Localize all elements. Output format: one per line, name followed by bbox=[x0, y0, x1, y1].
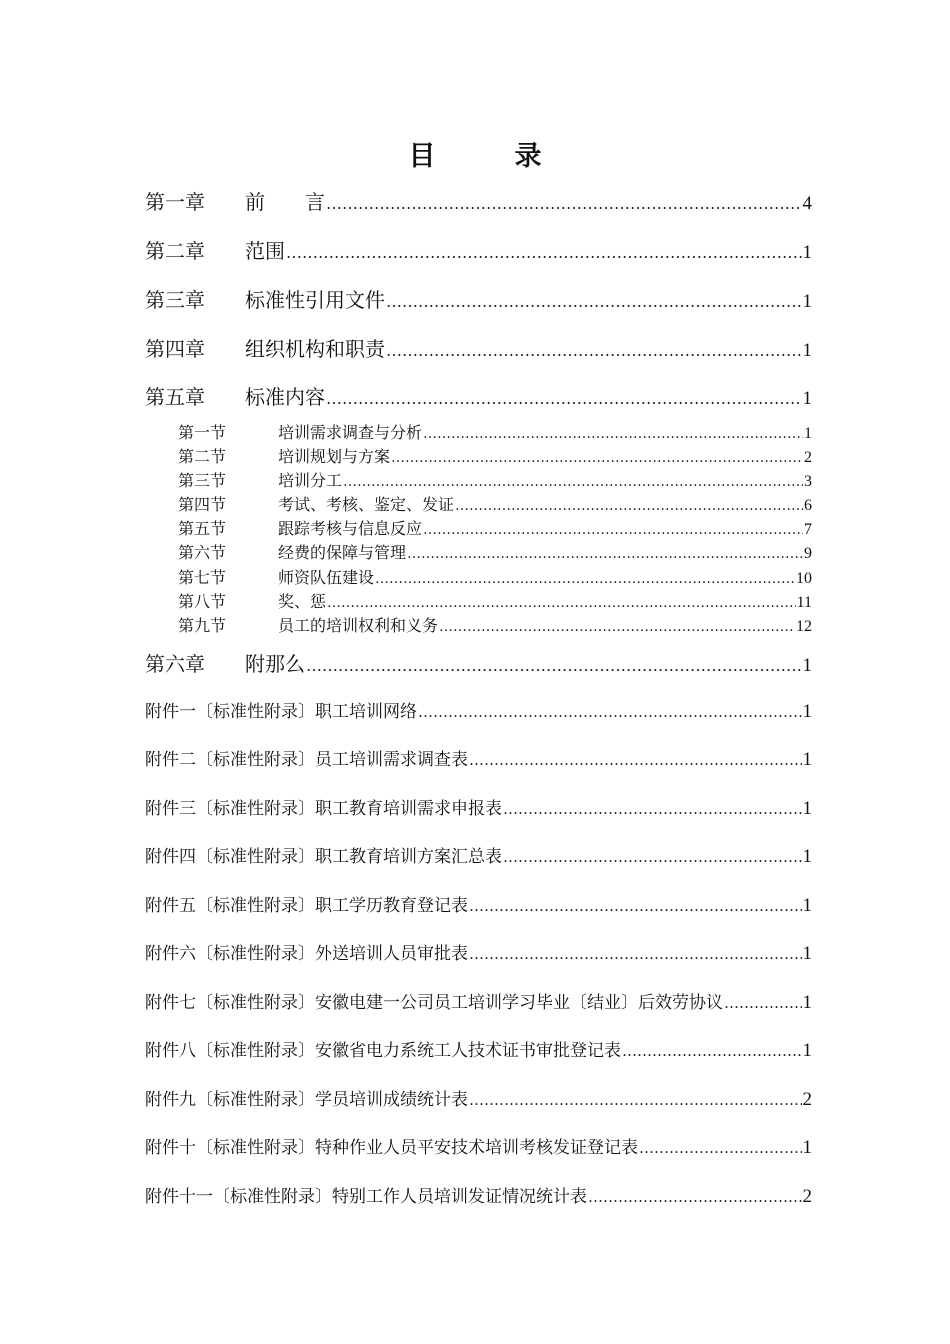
toc-chapter-3[interactable] bbox=[145, 284, 812, 314]
section-label: 第四节 bbox=[178, 495, 227, 514]
chapter-label: 第六章 bbox=[145, 652, 205, 676]
toc-appendix-7[interactable] bbox=[145, 988, 812, 1016]
appendix-title: 附件九〔标准性附录〕学员培训成绩统计表 bbox=[145, 1090, 468, 1110]
page-number: 3 bbox=[804, 473, 812, 490]
toc-chapter-6[interactable] bbox=[145, 648, 812, 678]
chapter-label: 第一章 bbox=[145, 190, 205, 214]
section-label: 第二节 bbox=[178, 447, 227, 466]
dot-leader bbox=[469, 1091, 802, 1109]
page-number: 4 bbox=[802, 193, 812, 214]
toc-appendix-10[interactable] bbox=[145, 1133, 812, 1161]
dot-leader bbox=[503, 800, 802, 818]
section-title: 经费的保障与管理 bbox=[278, 543, 407, 562]
page-number: 1 bbox=[802, 846, 812, 867]
chapter-label: 第四章 bbox=[145, 337, 205, 361]
section-label: 第一节 bbox=[178, 423, 227, 442]
toc-appendix-1[interactable] bbox=[145, 697, 812, 725]
chapter-title: 标准性引用文件 bbox=[245, 288, 385, 312]
section-title: 培训规划与方案 bbox=[278, 447, 391, 466]
toc-chapter-2[interactable] bbox=[145, 235, 812, 265]
dot-leader bbox=[407, 546, 803, 562]
page-number: 1 bbox=[802, 388, 812, 409]
appendix-title: 附件七〔标准性附录〕安徽电建一公司员工培训学习毕业〔结业〕后效劳协议 bbox=[145, 993, 723, 1013]
page-number: 2 bbox=[802, 1186, 812, 1207]
page-number: 1 bbox=[802, 701, 812, 722]
dot-leader bbox=[724, 994, 802, 1012]
toc-appendix-9[interactable] bbox=[145, 1085, 812, 1113]
chapter-title: 前 言 bbox=[245, 190, 325, 214]
page-number: 1 bbox=[802, 992, 812, 1013]
toc-section-4[interactable] bbox=[178, 492, 812, 516]
toc-appendix-3[interactable] bbox=[145, 794, 812, 822]
dot-leader bbox=[326, 194, 802, 213]
section-title: 跟踪考核与信息反应 bbox=[278, 519, 423, 538]
section-title: 培训需求调查与分析 bbox=[278, 423, 423, 442]
dot-leader bbox=[423, 522, 803, 538]
toc-section-6[interactable] bbox=[178, 540, 812, 564]
toc-section-2[interactable] bbox=[178, 444, 812, 468]
toc-chapter-4[interactable] bbox=[145, 333, 812, 363]
dot-leader bbox=[306, 656, 802, 675]
toc-section-5[interactable] bbox=[178, 516, 812, 540]
section-title: 培训分工 bbox=[278, 471, 343, 490]
page-number: 1 bbox=[802, 798, 812, 819]
chapter-label: 第三章 bbox=[145, 288, 205, 312]
section-label: 第九节 bbox=[178, 616, 227, 635]
dot-leader bbox=[391, 450, 803, 466]
page-number: 9 bbox=[804, 545, 812, 562]
appendix-title: 附件六〔标准性附录〕外送培训人员审批表 bbox=[145, 944, 468, 964]
section-title: 师资队伍建设 bbox=[278, 568, 375, 587]
toc-section-8[interactable] bbox=[178, 589, 812, 613]
toc-title: 目 录 bbox=[408, 141, 568, 172]
chapter-title: 组织机构和职责 bbox=[245, 337, 385, 361]
dot-leader bbox=[439, 619, 795, 635]
page-number: 1 bbox=[802, 749, 812, 770]
chapter-label: 第二章 bbox=[145, 239, 205, 263]
page-number: 10 bbox=[796, 570, 812, 587]
page-number: 2 bbox=[802, 1089, 812, 1110]
section-title: 考试、考核、鉴定、发证 bbox=[278, 495, 455, 514]
dot-leader bbox=[423, 426, 803, 442]
dot-leader bbox=[622, 1042, 802, 1060]
appendix-title: 附件五〔标准性附录〕职工学历教育登记表 bbox=[145, 896, 468, 916]
dot-leader bbox=[639, 1139, 802, 1157]
section-label: 第七节 bbox=[178, 568, 227, 587]
toc-section-1[interactable] bbox=[178, 420, 812, 444]
chapter-title: 附那么 bbox=[245, 652, 305, 676]
page-number: 1 bbox=[802, 242, 812, 263]
dot-leader bbox=[375, 571, 795, 587]
page-number: 1 bbox=[804, 425, 812, 442]
page-number: 1 bbox=[802, 1040, 812, 1061]
appendix-title: 附件三〔标准性附录〕职工教育培训需求申报表 bbox=[145, 799, 502, 819]
dot-leader bbox=[455, 498, 803, 514]
appendix-title: 附件二〔标准性附录〕员工培训需求调查表 bbox=[145, 750, 468, 770]
dot-leader bbox=[327, 595, 796, 611]
dot-leader bbox=[343, 474, 803, 490]
dot-leader bbox=[469, 945, 802, 963]
dot-leader bbox=[418, 703, 802, 721]
dot-leader bbox=[588, 1188, 802, 1206]
toc-chapter-1[interactable] bbox=[145, 186, 812, 216]
section-label: 第八节 bbox=[178, 592, 227, 611]
toc-appendix-4[interactable] bbox=[145, 842, 812, 870]
appendix-title: 附件四〔标准性附录〕职工教育培训方案汇总表 bbox=[145, 847, 502, 867]
dot-leader bbox=[286, 243, 802, 262]
page-number: 2 bbox=[804, 449, 812, 466]
page-number: 1 bbox=[802, 943, 812, 964]
dot-leader bbox=[469, 897, 802, 915]
chapter-label: 第五章 bbox=[145, 385, 205, 409]
chapter-title: 标准内容 bbox=[245, 385, 325, 409]
appendix-title: 附件十〔标准性附录〕特种作业人员平安技术培训考核发证登记表 bbox=[145, 1138, 638, 1158]
page-number: 1 bbox=[802, 655, 812, 676]
toc-appendix-6[interactable] bbox=[145, 939, 812, 967]
page-number: 1 bbox=[802, 340, 812, 361]
dot-leader bbox=[503, 848, 802, 866]
section-title: 奖、惩 bbox=[278, 592, 327, 611]
appendix-title: 附件八〔标准性附录〕安徽省电力系统工人技术证书审批登记表 bbox=[145, 1041, 621, 1061]
page-number: 11 bbox=[796, 594, 812, 611]
page-number: 7 bbox=[804, 521, 812, 538]
chapter-title: 范围 bbox=[245, 239, 285, 263]
toc-chapter-5[interactable] bbox=[145, 381, 812, 411]
page-number: 1 bbox=[802, 291, 812, 312]
toc-section-7[interactable] bbox=[178, 565, 812, 589]
toc-section-3[interactable] bbox=[178, 468, 812, 492]
dot-leader bbox=[386, 341, 802, 360]
toc-section-9[interactable] bbox=[178, 613, 812, 637]
section-label: 第五节 bbox=[178, 519, 227, 538]
toc-appendix-11[interactable] bbox=[145, 1182, 812, 1210]
page-number: 6 bbox=[804, 497, 812, 514]
dot-leader bbox=[326, 389, 802, 408]
appendix-title: 附件一〔标准性附录〕职工培训网络 bbox=[145, 702, 417, 722]
section-label: 第三节 bbox=[178, 471, 227, 490]
toc-appendix-8[interactable] bbox=[145, 1036, 812, 1064]
page-number: 1 bbox=[802, 895, 812, 916]
toc-appendix-5[interactable] bbox=[145, 891, 812, 919]
toc-appendix-2[interactable] bbox=[145, 745, 812, 773]
dot-leader bbox=[469, 751, 802, 769]
appendix-title: 附件十一〔标准性附录〕特别工作人员培训发证情况统计表 bbox=[145, 1187, 587, 1207]
dot-leader bbox=[386, 292, 802, 311]
page-number: 12 bbox=[796, 618, 812, 635]
page-number: 1 bbox=[802, 1137, 812, 1158]
section-title: 员工的培训权利和义务 bbox=[278, 616, 439, 635]
section-label: 第六节 bbox=[178, 543, 227, 562]
